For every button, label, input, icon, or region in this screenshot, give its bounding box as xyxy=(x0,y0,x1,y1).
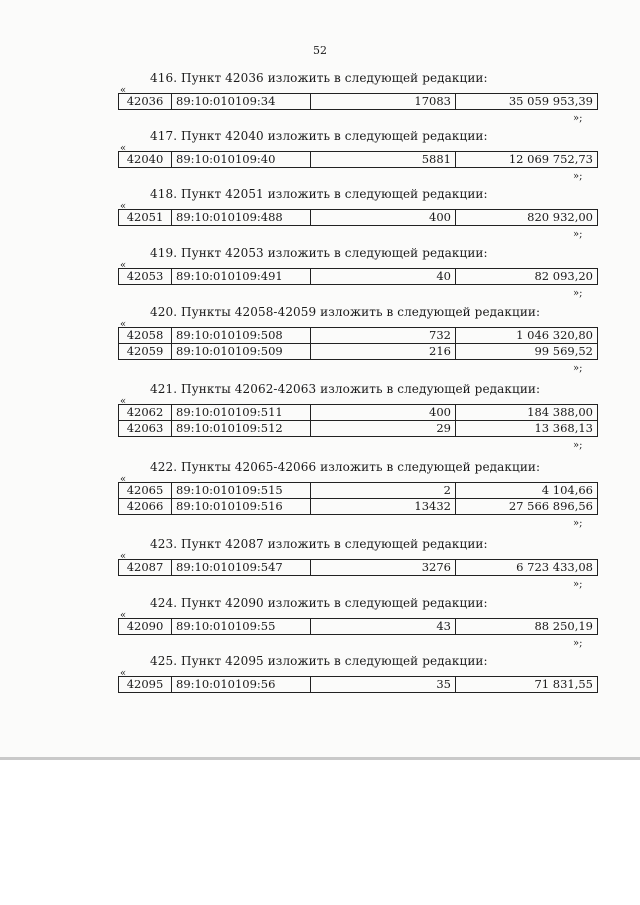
area-cell: 17083 xyxy=(311,94,456,110)
area-cell: 732 xyxy=(311,328,456,344)
amendment-table xyxy=(118,209,598,226)
item-number-cell: 42059 xyxy=(119,344,172,360)
opening-quote: « xyxy=(120,551,127,562)
cadastral-number-cell: 89:10:010109:511 xyxy=(172,405,311,421)
amendment-table xyxy=(118,268,598,285)
page-edge-shadow xyxy=(0,757,640,760)
item-number-cell: 42051 xyxy=(119,210,172,226)
cadastral-number-cell: 89:10:010109:509 xyxy=(172,344,311,360)
area-cell: 216 xyxy=(311,344,456,360)
cadastral-number-cell: 89:10:010109:40 xyxy=(172,152,311,168)
amendment-heading: 424. Пункт 42090 изложить в следующей редакции: xyxy=(150,596,488,610)
opening-quote: « xyxy=(120,201,127,212)
area-cell: 3276 xyxy=(311,560,456,576)
area-cell: 40 xyxy=(311,269,456,285)
amendment-heading: 422. Пункты 42065-42066 изложить в следующей редакции: xyxy=(150,460,541,474)
item-number-cell: 42095 xyxy=(119,677,172,693)
amendment-table xyxy=(118,676,598,693)
table-row xyxy=(119,405,598,421)
cadastral-value-cell: 12 069 752,73 xyxy=(456,152,598,168)
closing-quote: »; xyxy=(573,440,583,451)
table-row xyxy=(119,499,598,515)
cadastral-value-cell: 6 723 433,08 xyxy=(456,560,598,576)
area-cell: 400 xyxy=(311,405,456,421)
amendment-heading: 423. Пункт 42087 изложить в следующей редакции: xyxy=(150,537,488,551)
cadastral-number-cell: 89:10:010109:516 xyxy=(172,499,311,515)
closing-quote: »; xyxy=(573,518,583,529)
cadastral-value-cell: 99 569,52 xyxy=(456,344,598,360)
closing-quote: »; xyxy=(573,113,583,124)
amendment-heading: 419. Пункт 42053 изложить в следующей редакции: xyxy=(150,246,488,260)
amendment-heading: 418. Пункт 42051 изложить в следующей редакции: xyxy=(150,187,488,201)
item-number-cell: 42090 xyxy=(119,619,172,635)
table-row xyxy=(119,483,598,499)
page-number: 52 xyxy=(313,44,327,57)
cadastral-value-cell: 13 368,13 xyxy=(456,421,598,437)
opening-quote: « xyxy=(120,474,127,485)
item-number-cell: 42062 xyxy=(119,405,172,421)
item-number-cell: 42036 xyxy=(119,94,172,110)
amendment-heading: 420. Пункты 42058-42059 изложить в следующей редакции: xyxy=(150,305,541,319)
area-cell: 5881 xyxy=(311,152,456,168)
table-row xyxy=(119,328,598,344)
cadastral-number-cell: 89:10:010109:491 xyxy=(172,269,311,285)
amendment-table xyxy=(118,327,598,360)
cadastral-number-cell: 89:10:010109:488 xyxy=(172,210,311,226)
table-row xyxy=(119,152,598,168)
cadastral-value-cell: 184 388,00 xyxy=(456,405,598,421)
cadastral-value-cell: 1 046 320,80 xyxy=(456,328,598,344)
closing-quote: »; xyxy=(573,363,583,374)
table-row xyxy=(119,677,598,693)
item-number-cell: 42053 xyxy=(119,269,172,285)
item-number-cell: 42040 xyxy=(119,152,172,168)
opening-quote: « xyxy=(120,260,127,271)
cadastral-number-cell: 89:10:010109:547 xyxy=(172,560,311,576)
amendment-table xyxy=(118,559,598,576)
cadastral-number-cell: 89:10:010109:512 xyxy=(172,421,311,437)
amendment-table xyxy=(118,404,598,437)
area-cell: 400 xyxy=(311,210,456,226)
cadastral-value-cell: 88 250,19 xyxy=(456,619,598,635)
table-row xyxy=(119,421,598,437)
table-row xyxy=(119,210,598,226)
amendment-table xyxy=(118,482,598,515)
cadastral-value-cell: 35 059 953,39 xyxy=(456,94,598,110)
opening-quote: « xyxy=(120,610,127,621)
table-row xyxy=(119,619,598,635)
table-row xyxy=(119,560,598,576)
area-cell: 29 xyxy=(311,421,456,437)
opening-quote: « xyxy=(120,85,127,96)
cadastral-value-cell: 82 093,20 xyxy=(456,269,598,285)
cadastral-value-cell: 71 831,55 xyxy=(456,677,598,693)
cadastral-number-cell: 89:10:010109:55 xyxy=(172,619,311,635)
amendment-table xyxy=(118,151,598,168)
table-row xyxy=(119,269,598,285)
closing-quote: »; xyxy=(573,171,583,182)
amendment-heading: 417. Пункт 42040 изложить в следующей редакции: xyxy=(150,129,488,143)
opening-quote: « xyxy=(120,319,127,330)
closing-quote: »; xyxy=(573,579,583,590)
amendment-heading: 421. Пункты 42062-42063 изложить в следующей редакции: xyxy=(150,382,541,396)
area-cell: 2 xyxy=(311,483,456,499)
cadastral-number-cell: 89:10:010109:34 xyxy=(172,94,311,110)
closing-quote: »; xyxy=(573,288,583,299)
cadastral-value-cell: 4 104,66 xyxy=(456,483,598,499)
table-row xyxy=(119,344,598,360)
item-number-cell: 42065 xyxy=(119,483,172,499)
item-number-cell: 42058 xyxy=(119,328,172,344)
area-cell: 35 xyxy=(311,677,456,693)
cadastral-number-cell: 89:10:010109:515 xyxy=(172,483,311,499)
area-cell: 13432 xyxy=(311,499,456,515)
cadastral-number-cell: 89:10:010109:56 xyxy=(172,677,311,693)
closing-quote: »; xyxy=(573,229,583,240)
cadastral-number-cell: 89:10:010109:508 xyxy=(172,328,311,344)
opening-quote: « xyxy=(120,396,127,407)
amendment-table xyxy=(118,618,598,635)
table-row xyxy=(119,94,598,110)
item-number-cell: 42063 xyxy=(119,421,172,437)
cadastral-value-cell: 820 932,00 xyxy=(456,210,598,226)
area-cell: 43 xyxy=(311,619,456,635)
item-number-cell: 42087 xyxy=(119,560,172,576)
amendment-table xyxy=(118,93,598,110)
opening-quote: « xyxy=(120,668,127,679)
amendment-heading: 416. Пункт 42036 изложить в следующей редакции: xyxy=(150,71,488,85)
amendment-heading: 425. Пункт 42095 изложить в следующей редакции: xyxy=(150,654,488,668)
cadastral-value-cell: 27 566 896,56 xyxy=(456,499,598,515)
opening-quote: « xyxy=(120,143,127,154)
closing-quote: »; xyxy=(573,638,583,649)
item-number-cell: 42066 xyxy=(119,499,172,515)
